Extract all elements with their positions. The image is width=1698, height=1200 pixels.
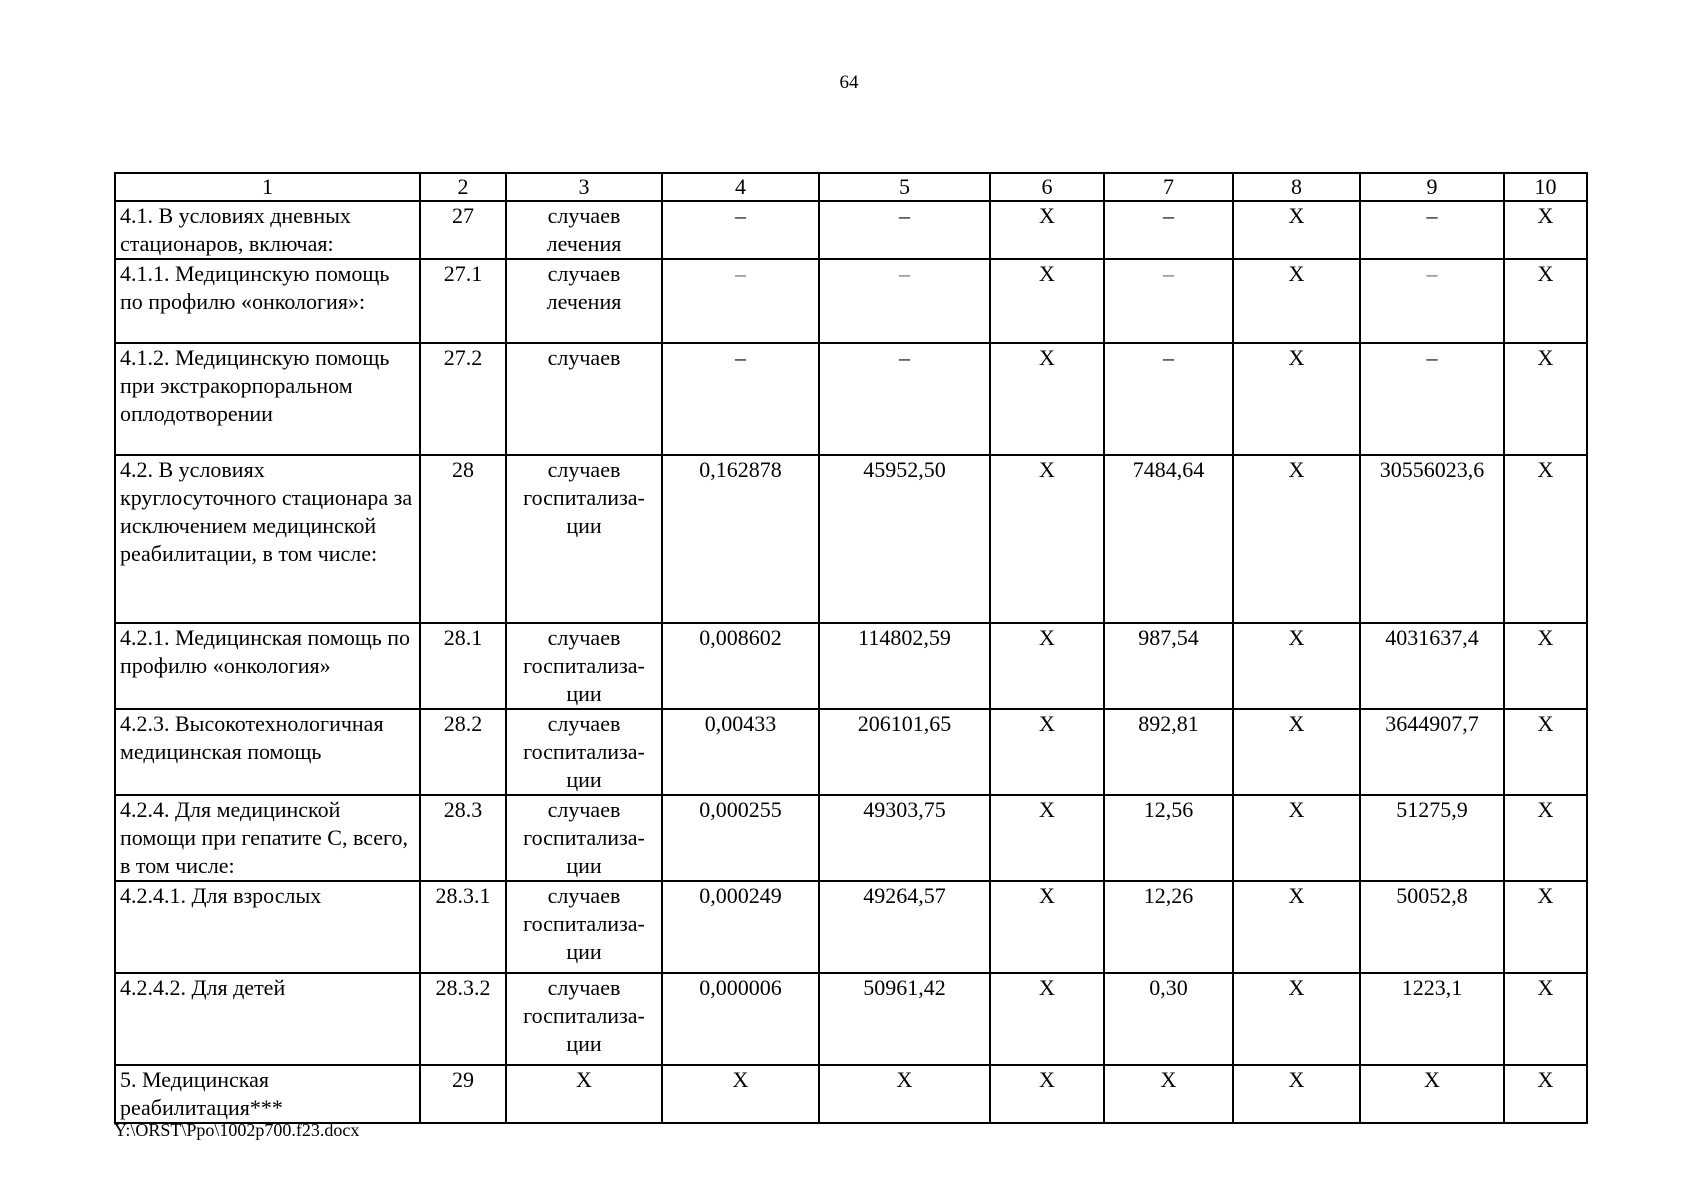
row-name-cell: 4.1. В условиях дневных стационаров, включая: [115, 201, 420, 259]
row-col4-cell: 0,162878 [662, 455, 819, 623]
row-col6-cell: Х [990, 259, 1104, 343]
row-unit-cell: случаев госпитализа-ции [506, 881, 662, 973]
row-col4-cell: Х [662, 1065, 819, 1123]
row-unit-cell: случаев лечения [506, 259, 662, 343]
row-col7-cell: 987,54 [1104, 623, 1233, 709]
row-col4-cell: – [662, 201, 819, 259]
row-col10-cell: Х [1504, 455, 1587, 623]
row-col6-cell: Х [990, 881, 1104, 973]
row-col5-cell: – [819, 343, 990, 455]
row-col8-cell: Х [1233, 973, 1360, 1065]
row-col5-cell: Х [819, 1065, 990, 1123]
row-col9-cell: – [1360, 259, 1504, 343]
row-col4-cell: – [662, 259, 819, 343]
table-body [115, 173, 1587, 1123]
footer-file-path: Y:\ORST\Ppo\1002p700.f23.docx [114, 1120, 360, 1140]
row-col4-cell: 0,008602 [662, 623, 819, 709]
row-col5-cell: 49303,75 [819, 795, 990, 881]
table-header-row [115, 173, 1587, 201]
row-code-cell: 28.1 [420, 623, 506, 709]
row-unit-cell: случаев [506, 343, 662, 455]
row-col9-cell: 51275,9 [1360, 795, 1504, 881]
row-col4-cell: 0,000006 [662, 973, 819, 1065]
table-row [115, 623, 1587, 709]
row-col6-cell: Х [990, 709, 1104, 795]
row-col9-cell: 3644907,7 [1360, 709, 1504, 795]
row-col10-cell: Х [1504, 1065, 1587, 1123]
row-code-cell: 27 [420, 201, 506, 259]
row-name-cell: 4.2.4.2. Для детей [115, 973, 420, 1065]
row-col7-cell: 892,81 [1104, 709, 1233, 795]
row-name-cell: 4.2.4.1. Для взрослых [115, 881, 420, 973]
header-cell-4: 4 [662, 173, 819, 201]
row-name-cell: 4.1.1. Медицинскую помощь по профилю «онкология»: [115, 259, 420, 343]
row-col10-cell: Х [1504, 201, 1587, 259]
row-col8-cell: Х [1233, 623, 1360, 709]
table-row [115, 1065, 1587, 1123]
row-col5-cell: 45952,50 [819, 455, 990, 623]
row-name-cell: 4.2. В условиях круглосуточного стационара за исключением медицинской реабилитации, в том числе: [115, 455, 420, 623]
header-cell-10: 10 [1504, 173, 1587, 201]
row-col6-cell: Х [990, 455, 1104, 623]
row-code-cell: 28.3.1 [420, 881, 506, 973]
row-col9-cell: Х [1360, 1065, 1504, 1123]
row-col4-cell: – [662, 343, 819, 455]
row-col4-cell: 0,000249 [662, 881, 819, 973]
row-col6-cell: Х [990, 201, 1104, 259]
row-name-cell: 4.1.2. Медицинскую помощь при экстракорпоральном оплодотворении [115, 343, 420, 455]
header-cell-3: 3 [506, 173, 662, 201]
row-col9-cell: 50052,8 [1360, 881, 1504, 973]
row-col7-cell: 7484,64 [1104, 455, 1233, 623]
row-code-cell: 27.1 [420, 259, 506, 343]
row-col9-cell: 30556023,6 [1360, 455, 1504, 623]
table-row [115, 259, 1587, 343]
row-unit-cell: случаев госпитализа-ции [506, 973, 662, 1065]
row-col10-cell: Х [1504, 795, 1587, 881]
row-col7-cell: Х [1104, 1065, 1233, 1123]
row-col5-cell: – [819, 259, 990, 343]
row-col10-cell: Х [1504, 973, 1587, 1065]
row-col10-cell: Х [1504, 259, 1587, 343]
row-col6-cell: Х [990, 343, 1104, 455]
row-code-cell: 29 [420, 1065, 506, 1123]
row-code-cell: 27.2 [420, 343, 506, 455]
row-unit-cell: случаев госпитализа-ции [506, 455, 662, 623]
header-cell-2: 2 [420, 173, 506, 201]
row-unit-cell: случаев госпитализа-ции [506, 709, 662, 795]
row-col7-cell: 12,56 [1104, 795, 1233, 881]
row-col9-cell: – [1360, 343, 1504, 455]
row-col7-cell: – [1104, 259, 1233, 343]
row-col10-cell: Х [1504, 881, 1587, 973]
row-col5-cell: – [819, 201, 990, 259]
row-col7-cell: – [1104, 201, 1233, 259]
row-col5-cell: 50961,42 [819, 973, 990, 1065]
table-row [115, 795, 1587, 881]
row-code-cell: 28 [420, 455, 506, 623]
row-unit-cell: случаев госпитализа-ции [506, 623, 662, 709]
row-col6-cell: Х [990, 1065, 1104, 1123]
row-col10-cell: Х [1504, 709, 1587, 795]
data-table [114, 172, 1588, 1124]
row-name-cell: 5. Медицинская реабилитация*** [115, 1065, 420, 1123]
row-col5-cell: 206101,65 [819, 709, 990, 795]
row-code-cell: 28.2 [420, 709, 506, 795]
header-cell-7: 7 [1104, 173, 1233, 201]
row-col9-cell: 1223,1 [1360, 973, 1504, 1065]
table-row [115, 709, 1587, 795]
row-unit-cell: Х [506, 1065, 662, 1123]
row-code-cell: 28.3 [420, 795, 506, 881]
table-row [115, 973, 1587, 1065]
row-name-cell: 4.2.1. Медицинская помощь по профилю «онкология» [115, 623, 420, 709]
page-number: 64 [839, 72, 859, 93]
row-col8-cell: Х [1233, 709, 1360, 795]
row-col6-cell: Х [990, 973, 1104, 1065]
row-col8-cell: Х [1233, 1065, 1360, 1123]
header-cell-6: 6 [990, 173, 1104, 201]
row-name-cell: 4.2.4. Для медицинской помощи при гепатите С, всего, в том числе: [115, 795, 420, 881]
row-col6-cell: Х [990, 795, 1104, 881]
header-cell-8: 8 [1233, 173, 1360, 201]
header-cell-5: 5 [819, 173, 990, 201]
table-row [115, 201, 1587, 259]
row-col5-cell: 49264,57 [819, 881, 990, 973]
row-unit-cell: случаев лечения [506, 201, 662, 259]
row-col7-cell: 0,30 [1104, 973, 1233, 1065]
table-row [115, 881, 1587, 973]
table-row [115, 343, 1587, 455]
row-col7-cell: – [1104, 343, 1233, 455]
row-col8-cell: Х [1233, 795, 1360, 881]
row-col9-cell: – [1360, 201, 1504, 259]
row-col10-cell: Х [1504, 343, 1587, 455]
row-col8-cell: Х [1233, 259, 1360, 343]
row-col8-cell: Х [1233, 455, 1360, 623]
header-cell-9: 9 [1360, 173, 1504, 201]
row-col8-cell: Х [1233, 881, 1360, 973]
header-cell-1: 1 [115, 173, 420, 201]
row-col6-cell: Х [990, 623, 1104, 709]
row-col9-cell: 4031637,4 [1360, 623, 1504, 709]
row-unit-cell: случаев госпитализа-ции [506, 795, 662, 881]
row-col4-cell: 0,000255 [662, 795, 819, 881]
row-col4-cell: 0,00433 [662, 709, 819, 795]
row-code-cell: 28.3.2 [420, 973, 506, 1065]
table-row [115, 455, 1587, 623]
row-col10-cell: Х [1504, 623, 1587, 709]
row-col5-cell: 114802,59 [819, 623, 990, 709]
row-name-cell: 4.2.3. Высокотехнологичная медицинская помощь [115, 709, 420, 795]
row-col8-cell: Х [1233, 201, 1360, 259]
row-col7-cell: 12,26 [1104, 881, 1233, 973]
row-col8-cell: Х [1233, 343, 1360, 455]
